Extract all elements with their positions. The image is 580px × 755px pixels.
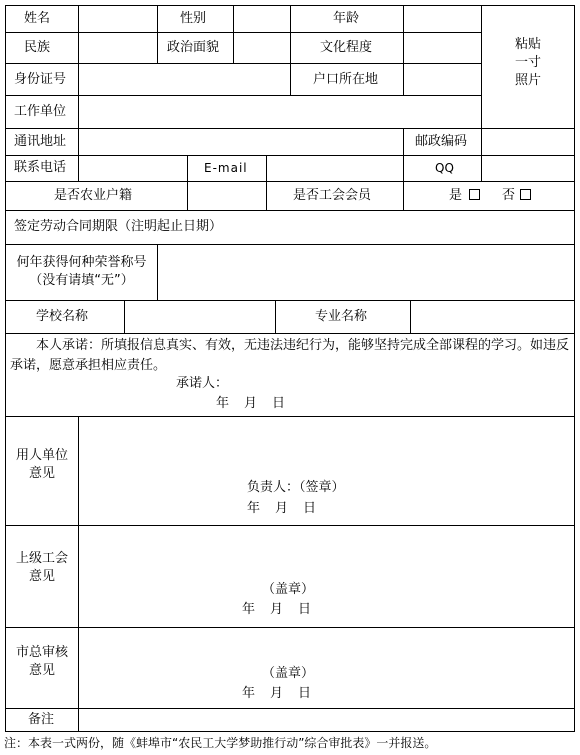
age-field[interactable] xyxy=(403,5,482,33)
upper-union-opinion-field[interactable] xyxy=(78,525,575,628)
hukou-field[interactable] xyxy=(403,63,482,96)
postcode-field[interactable] xyxy=(481,128,575,156)
age-label: 年龄 xyxy=(333,11,360,26)
agri-hukou-label: 是否农业户籍 xyxy=(54,188,133,203)
upper-union-seal: （盖章） xyxy=(262,582,315,597)
honors-label: 何年获得何种荣誉称号 （没有请填“无”） xyxy=(16,255,147,288)
employer-opinion-label: 用人单位 意见 xyxy=(15,448,68,481)
union-yes-label: 是 xyxy=(449,188,463,203)
union-member-choice-cell xyxy=(403,181,575,211)
employer-field[interactable] xyxy=(78,95,482,129)
ethnicity-label-cell xyxy=(5,32,79,64)
employer-opinion-field[interactable] xyxy=(78,416,575,526)
address-label: 通讯地址 xyxy=(14,134,67,149)
qq-label-cell xyxy=(403,155,482,182)
education-field[interactable] xyxy=(403,32,482,64)
major-label: 专业名称 xyxy=(315,309,368,324)
gender-label-cell xyxy=(157,5,234,33)
gender-field[interactable] xyxy=(233,5,291,33)
city-review-seal: （盖章） xyxy=(262,666,315,681)
employer-opinion-date: 年 月 日 xyxy=(247,501,318,516)
union-member-label-cell xyxy=(266,181,404,211)
honors-field[interactable] xyxy=(157,244,575,301)
union-yes-checkbox[interactable] xyxy=(469,189,480,200)
union-member-label: 是否工会会员 xyxy=(293,188,372,203)
pledge-signer-label: 承诺人： xyxy=(176,376,229,391)
qq-field[interactable] xyxy=(481,155,575,182)
email-label: E-mail xyxy=(204,161,248,175)
ethnicity-label: 民族 xyxy=(24,40,51,55)
hukou-label-cell xyxy=(290,63,404,96)
education-label-cell xyxy=(290,32,404,64)
qq-label: QQ xyxy=(435,161,454,175)
agri-hukou-field[interactable] xyxy=(187,181,267,211)
email-field[interactable] xyxy=(266,155,404,182)
name-field[interactable] xyxy=(78,5,158,33)
major-field[interactable] xyxy=(410,300,575,334)
major-label-cell xyxy=(275,300,411,334)
school-label: 学校名称 xyxy=(36,309,89,324)
remarks-label-cell xyxy=(5,708,79,732)
postcode-label: 邮政编码 xyxy=(415,134,468,149)
political-label-cell xyxy=(157,32,234,64)
ethnicity-field[interactable] xyxy=(78,32,158,64)
id-number-label: 身份证号 xyxy=(14,72,67,87)
employer-label-cell xyxy=(5,95,79,129)
employer-opinion-label-cell xyxy=(5,416,79,526)
contract-term-row[interactable] xyxy=(5,210,575,245)
name-label-cell xyxy=(5,5,79,33)
pledge-date: 年 月 日 xyxy=(216,396,287,411)
photo-label: 粘贴 一寸 照片 xyxy=(514,37,541,88)
gender-label: 性别 xyxy=(180,11,207,26)
pledge-section xyxy=(5,333,575,417)
contract-term-label: 签定劳动合同期限（注明起止日期） xyxy=(14,219,223,234)
political-label: 政治面貌 xyxy=(167,40,220,55)
phone-label-cell xyxy=(5,155,79,182)
phone-label: 联系电话 xyxy=(14,160,67,175)
union-yes-option[interactable] xyxy=(449,188,480,204)
city-review-label-cell xyxy=(5,627,79,709)
postcode-label-cell xyxy=(403,128,482,156)
school-label-cell xyxy=(5,300,125,334)
employer-opinion-sign: 负责人：（签章） xyxy=(247,480,345,495)
union-no-checkbox[interactable] xyxy=(520,189,531,200)
city-review-opinion-field[interactable] xyxy=(78,627,575,709)
id-number-field[interactable] xyxy=(78,63,291,96)
name-label: 姓名 xyxy=(24,11,51,26)
honors-label-cell xyxy=(5,244,158,301)
hukou-label: 户口所在地 xyxy=(313,72,379,87)
age-label-cell xyxy=(290,5,404,33)
union-no-option[interactable] xyxy=(502,188,531,204)
school-field[interactable] xyxy=(124,300,276,334)
upper-union-label-cell xyxy=(5,525,79,628)
id-label-cell xyxy=(5,63,79,96)
address-field[interactable] xyxy=(78,128,404,156)
remarks-label: 备注 xyxy=(28,712,55,727)
city-review-date: 年 月 日 xyxy=(242,686,313,701)
political-field[interactable] xyxy=(233,32,291,64)
employer-label: 工作单位 xyxy=(14,104,67,119)
phone-field[interactable] xyxy=(78,155,188,182)
photo-box[interactable] xyxy=(481,5,575,129)
pledge-text: 本人承诺：所填报信息真实、有效，无违法违纪行为，能够坚持完成全部课程的学习。如违反承诺，愿意承担相应责任。 xyxy=(10,338,570,373)
union-no-label: 否 xyxy=(502,188,516,203)
city-review-opinion-label: 市总审核 意见 xyxy=(15,645,68,678)
remarks-field[interactable] xyxy=(78,708,575,732)
email-label-cell xyxy=(187,155,267,182)
footnote: 注：本表一式两份，随《蚌埠市“农民工大学梦助推行动”综合审批表》一并报送。 xyxy=(4,736,437,750)
education-label: 文化程度 xyxy=(320,40,373,55)
address-label-cell xyxy=(5,128,79,156)
upper-union-opinion-label: 上级工会 意见 xyxy=(15,551,68,584)
upper-union-date: 年 月 日 xyxy=(242,602,313,617)
agri-hukou-label-cell xyxy=(5,181,188,211)
